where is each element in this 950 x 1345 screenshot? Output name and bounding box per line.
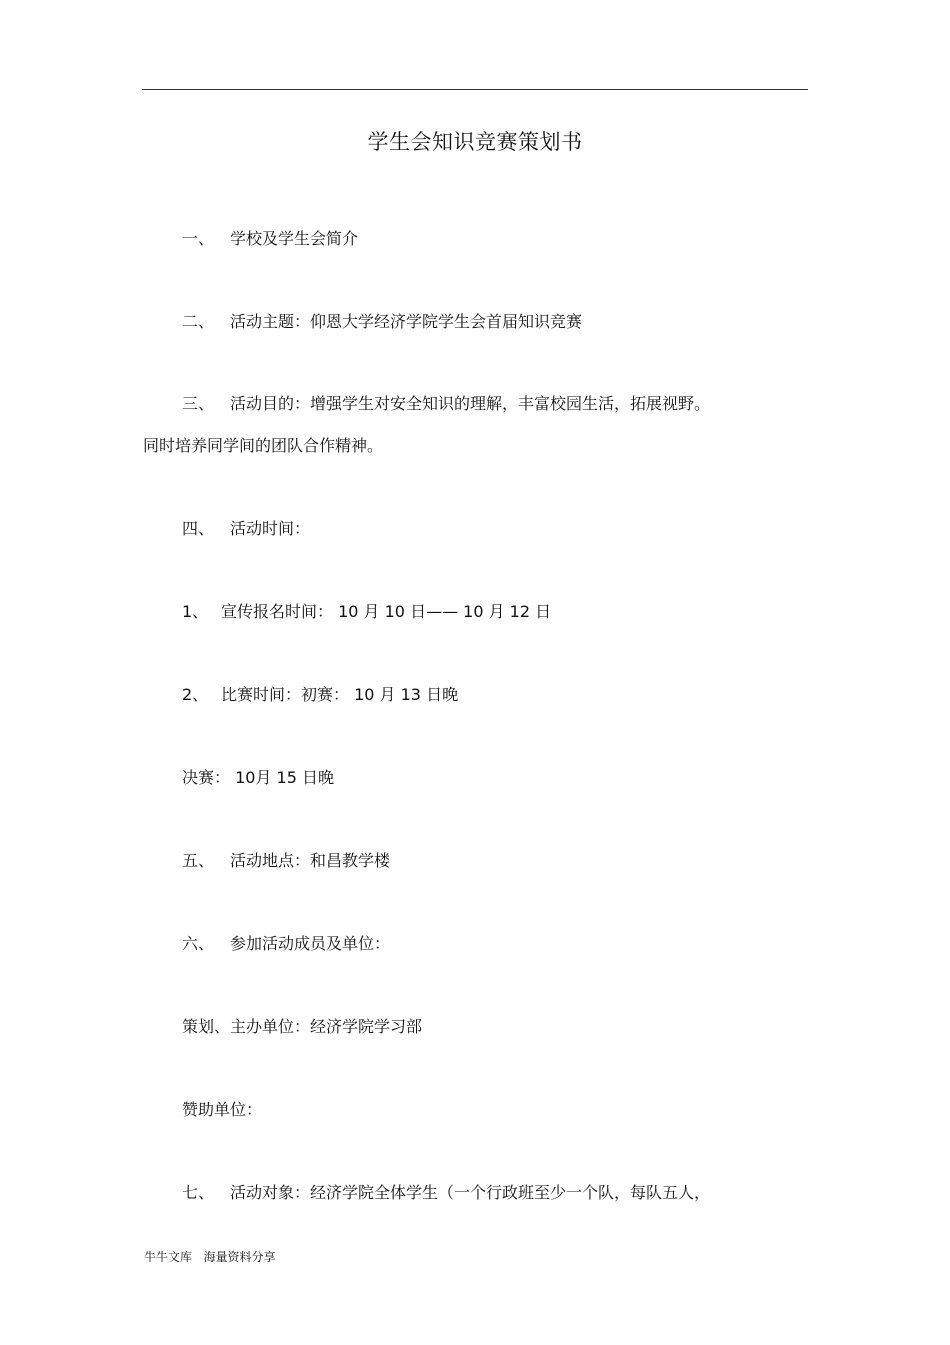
section-1 bbox=[182, 228, 358, 250]
section-3-continuation: 同时培养同学间的团队合作精神。 bbox=[143, 436, 384, 455]
section-4 bbox=[182, 518, 310, 540]
section-number: 四、 bbox=[182, 519, 215, 538]
section-6 bbox=[182, 933, 390, 955]
footer-text: 牛牛文库 海量资料分享 bbox=[144, 1250, 276, 1264]
section-4-item-2 bbox=[182, 684, 458, 706]
section-text: 活动地点：和昌教学楼 bbox=[230, 851, 391, 870]
section-text: 活动目的：增强学生对安全知识的理解，丰富校园生活，拓展视野。 bbox=[230, 394, 711, 413]
section-5 bbox=[182, 850, 390, 872]
section-3 bbox=[182, 393, 710, 415]
section-number: 二、 bbox=[182, 312, 215, 331]
document-title: 学生会知识竞赛策划书 bbox=[367, 130, 583, 154]
section-number: 一、 bbox=[182, 229, 215, 248]
section-number: 三、 bbox=[182, 394, 215, 413]
section-2 bbox=[182, 311, 582, 333]
section-number: 六、 bbox=[182, 934, 215, 953]
organizer-line: 策划、主办单位：经济学院学习部 bbox=[182, 1017, 423, 1036]
sponsor-line: 赞助单位： bbox=[182, 1100, 263, 1119]
section-4-item-1 bbox=[182, 601, 551, 623]
item-number: 1、 bbox=[182, 602, 209, 621]
item-text: 宣传报名时间： 10 月 10 日—— 10 月 12 日 bbox=[221, 602, 552, 621]
section-text: 活动时间： bbox=[230, 519, 311, 538]
item-number: 2、 bbox=[182, 685, 209, 704]
item-text: 比赛时间：初赛： 10 月 13 日晚 bbox=[221, 685, 459, 704]
section-7 bbox=[182, 1182, 710, 1204]
section-number: 七、 bbox=[182, 1183, 215, 1202]
section-number: 五、 bbox=[182, 851, 215, 870]
final-time: 决赛： 10月 15 日晚 bbox=[182, 768, 334, 787]
section-text: 参加活动成员及单位： bbox=[230, 934, 391, 953]
section-text: 活动对象：经济学院全体学生（一个行政班至少一个队，每队五人， bbox=[230, 1183, 711, 1202]
header-rule bbox=[142, 89, 808, 90]
section-text: 活动主题：仰恩大学经济学院学生会首届知识竞赛 bbox=[230, 312, 583, 331]
section-text: 学校及学生会简介 bbox=[230, 229, 359, 248]
